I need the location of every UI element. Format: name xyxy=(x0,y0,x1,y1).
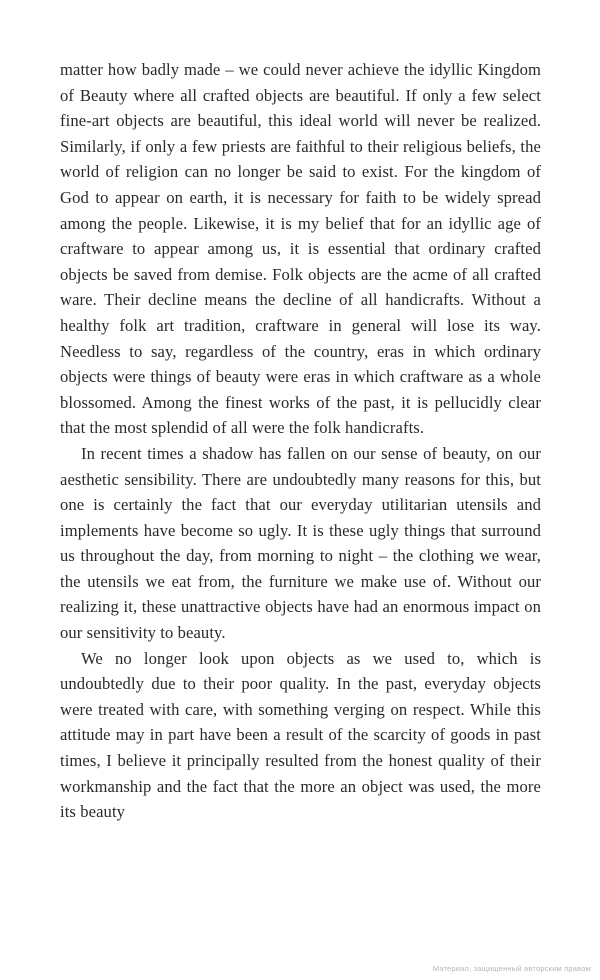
paragraph: We no longer look upon objects as we used to, which is undoubtedly due to their poor quality. In the past, everyday objects were treated with care, with something verging on respect. While this attitude may in part have been a result of the scarcity of goods in past times, I believe it principally resulted from the honest quality of their workmanship and the fact that the more an object was used, the more its beauty xyxy=(60,648,541,822)
paragraph: matter how badly made – we could never achieve the idyllic Kingdom of Beauty where all crafted objects are beautiful. If only a few select fine-art objects are beautiful, this ideal world will never be realized. Similarly, if only a few priests are faithful to their religious beliefs, the world of religion can no longer be said to exist. For the kingdom of God to appear on earth, it is necessary for faith to be widely spread among the people. Likewise, it is my belief that for an idyllic age of craftware to appear among us, it is essential that ordinary crafted objects be saved from demise. Folk objects are the acme of all crafted ware. Their decline means the decline of all handicrafts. Without a healthy folk art tradition, craftware in general will lose its way. Needless to say, regardless of the country, eras in which ordinary objects were things of beauty were eras in which craftware as a whole blossomed. Among the finest works of the past, it is pellucidly clear that the most splendid of all were the folk handicrafts. xyxy=(60,60,541,438)
paragraph: In recent times a shadow has fallen on our sense of beauty, on our aesthetic sensibility. There are undoubtedly many reasons for this, but one is certainly the fact that our everyday utilitarian utensils and implements have become so ugly. It is these ugly things that surround us throughout the day, from morning to night – the clothing we wear, the utensils we eat from, the furniture we make use of. Without our realizing it, these unattractive objects have had an enormous impact on our sensitivity to beauty. xyxy=(60,443,541,643)
copyright-watermark: Материал, защищенный авторским правом xyxy=(432,964,591,973)
page-text-block xyxy=(60,57,541,825)
